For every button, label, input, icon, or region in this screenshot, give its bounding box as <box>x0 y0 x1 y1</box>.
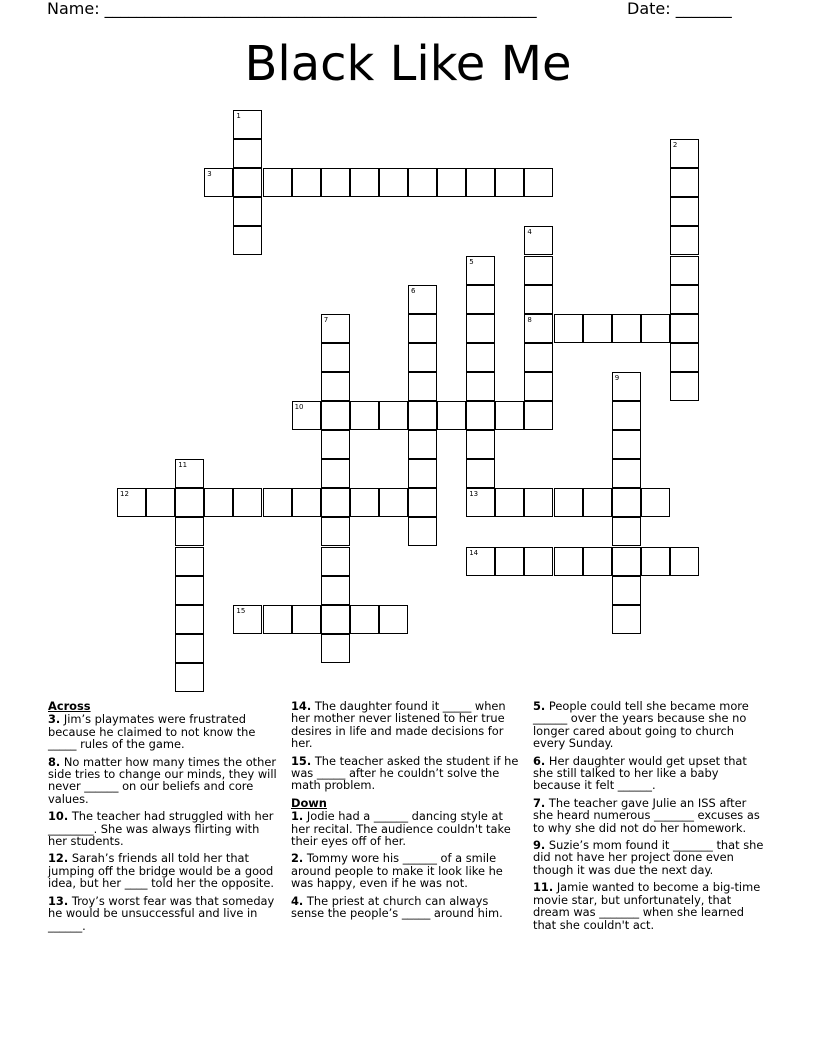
crossword-cell[interactable] <box>321 605 350 634</box>
crossword-cell[interactable] <box>612 314 641 343</box>
crossword-cell[interactable] <box>524 314 553 343</box>
clue-text: The teacher had struggled with her ________. She was always flirting with her students. <box>48 809 274 849</box>
cell-number: 13 <box>469 490 479 499</box>
clue-number: 10. <box>48 809 69 824</box>
crossword-cell[interactable] <box>670 343 699 372</box>
cell-number: 10 <box>294 403 304 411</box>
crossword-cell[interactable] <box>117 488 146 517</box>
crossword-cell[interactable] <box>321 401 350 430</box>
crossword-cell[interactable] <box>408 343 437 372</box>
crossword-cell[interactable] <box>466 168 495 197</box>
clue-number: 14. <box>291 699 312 713</box>
clue-number: 1. <box>291 809 304 824</box>
clue-text: Troy’s worst fear was that someday he would be unsuccessful and live in ______. <box>48 893 275 933</box>
crossword-cell[interactable] <box>408 517 437 546</box>
crossword-cell[interactable] <box>466 256 495 285</box>
clue-text: Sarah’s friends all told her that jumping off the bridge would be a good idea, but her ____ told her the opposite. <box>48 851 274 891</box>
crossword-cell[interactable] <box>612 517 641 546</box>
clue-item <box>48 756 280 806</box>
crossword-cell[interactable] <box>233 110 262 139</box>
crossword-cell[interactable] <box>321 168 350 197</box>
crossword-cell[interactable] <box>408 401 437 430</box>
crossword-cell[interactable] <box>466 314 495 343</box>
clue-number: 12. <box>48 851 69 866</box>
crossword-cell[interactable] <box>670 372 699 401</box>
crossword-cell[interactable] <box>612 605 641 634</box>
crossword-cell[interactable] <box>321 430 350 459</box>
crossword-cell[interactable] <box>524 401 553 430</box>
clue-item <box>291 755 523 792</box>
crossword-cell[interactable] <box>612 576 641 605</box>
across-heading: Across <box>48 699 91 713</box>
date-field: Date: _______ <box>627 0 732 18</box>
crossword-cell[interactable] <box>379 401 408 430</box>
crossword-cell[interactable] <box>379 605 408 634</box>
crossword-cell[interactable] <box>466 372 495 401</box>
clues-column-3 <box>533 700 769 936</box>
clue-item <box>533 700 769 750</box>
crossword-cell[interactable] <box>670 285 699 314</box>
crossword-cell[interactable] <box>612 488 641 517</box>
crossword-cell[interactable] <box>292 401 321 430</box>
crossword-cell[interactable] <box>408 430 437 459</box>
crossword-cell[interactable] <box>321 634 350 663</box>
clue-number: 8. <box>48 754 61 769</box>
crossword-cell[interactable] <box>641 488 670 517</box>
crossword-cell[interactable] <box>321 314 350 343</box>
crossword-cell[interactable] <box>670 547 699 576</box>
crossword-cell[interactable] <box>408 285 437 314</box>
crossword-cell[interactable] <box>204 168 233 197</box>
crossword-cell[interactable] <box>670 197 699 226</box>
crossword-cell[interactable] <box>321 343 350 372</box>
cell-number: 15 <box>236 606 246 615</box>
crossword-cell[interactable] <box>263 605 292 634</box>
crossword-cell[interactable] <box>466 430 495 459</box>
clue-number: 13. <box>48 893 69 908</box>
clue-item <box>48 713 280 750</box>
crossword-cell[interactable] <box>175 634 204 663</box>
page-title: Black Like Me <box>244 36 572 92</box>
crossword-cell[interactable] <box>583 488 612 517</box>
crossword-cell[interactable] <box>524 256 553 285</box>
crossword-cell[interactable] <box>670 314 699 343</box>
crossword-cell[interactable] <box>233 139 262 168</box>
crossword-cell[interactable] <box>204 488 233 517</box>
clue-item <box>291 810 523 847</box>
clue-text: The priest at church can always sense the people’s _____ around him. <box>291 893 503 921</box>
crossword-cell[interactable] <box>408 372 437 401</box>
crossword-cell[interactable] <box>583 314 612 343</box>
cell-number: 8 <box>527 315 532 324</box>
clue-item <box>533 881 769 931</box>
clue-number: 5. <box>533 699 546 713</box>
crossword-cell[interactable] <box>612 430 641 459</box>
crossword-cell[interactable] <box>379 488 408 517</box>
crossword-cell[interactable] <box>350 488 379 517</box>
crossword-cell[interactable] <box>495 488 524 517</box>
crossword-cell[interactable] <box>379 168 408 197</box>
crossword-cell[interactable] <box>466 547 495 576</box>
cell-number: 9 <box>614 373 620 382</box>
clue-text: People could tell she became more ______ over the years because she no longer cared about going to church every Sunday. <box>533 699 749 751</box>
clue-number: 9. <box>533 838 546 853</box>
clue-number: 15. <box>291 753 312 768</box>
crossword-cell[interactable] <box>321 459 350 488</box>
crossword-cell[interactable] <box>408 168 437 197</box>
crossword-cell[interactable] <box>175 517 204 546</box>
crossword-cell[interactable] <box>583 547 612 576</box>
crossword-cell[interactable] <box>524 285 553 314</box>
crossword-cell[interactable] <box>524 372 553 401</box>
clue-number: 3. <box>48 712 61 727</box>
crossword-cell[interactable] <box>233 168 262 197</box>
crossword-cell[interactable] <box>612 459 641 488</box>
clue-text: The daughter found it _____ when her mother never listened to her true desires in life and made decisions for her. <box>291 699 506 751</box>
crossword-cell[interactable] <box>466 285 495 314</box>
cell-number: 12 <box>120 490 129 499</box>
crossword-cell[interactable] <box>321 576 350 605</box>
crossword-cell[interactable] <box>612 372 641 401</box>
clue-item <box>533 755 769 792</box>
cell-number: 4 <box>527 228 532 237</box>
clue-number: 2. <box>291 851 304 866</box>
clue-item <box>48 810 280 847</box>
crossword-cell[interactable] <box>641 547 670 576</box>
crossword-cell[interactable] <box>175 576 204 605</box>
clue-text: Jim’s playmates were frustrated because he claimed to not know the _____ rules of the game. <box>48 712 256 752</box>
crossword-cell[interactable] <box>495 401 524 430</box>
cell-number: 2 <box>672 141 678 150</box>
crossword-cell[interactable] <box>524 488 553 517</box>
clues-column-2 <box>291 700 523 925</box>
crossword-cell[interactable] <box>641 314 670 343</box>
crossword-cell[interactable] <box>175 459 204 488</box>
clue-text: The teacher gave Julie an ISS after she heard numerous _______ excuses as to why she did not do her homework. <box>533 795 760 835</box>
crossword-cell[interactable] <box>408 459 437 488</box>
crossword-cell[interactable] <box>524 547 553 576</box>
clue-text: The teacher asked the student if he was _____ after he couldn’t solve the math problem. <box>291 753 519 793</box>
crossword-cell[interactable] <box>233 197 262 226</box>
clue-item <box>533 797 769 834</box>
crossword-cell[interactable] <box>321 517 350 546</box>
crossword-cell[interactable] <box>437 401 466 430</box>
clue-text: Jodie had a ______ dancing style at her recital. The audience couldn't take their eyes off of her. <box>291 809 511 849</box>
crossword-cell[interactable] <box>350 401 379 430</box>
clue-number: 6. <box>533 753 546 768</box>
clue-item <box>291 852 523 889</box>
crossword-cell[interactable] <box>263 488 292 517</box>
clue-item <box>533 839 769 876</box>
crossword-cell[interactable] <box>233 605 262 634</box>
crossword-cell[interactable] <box>233 488 262 517</box>
crossword-cell[interactable] <box>292 605 321 634</box>
crossword-cell[interactable] <box>175 663 204 692</box>
crossword-cell[interactable] <box>175 488 204 517</box>
cell-number: 1 <box>236 112 241 120</box>
crossword-cell[interactable] <box>350 605 379 634</box>
clue-item <box>48 852 280 889</box>
clue-item <box>48 895 280 932</box>
crossword-cell[interactable] <box>554 314 583 343</box>
crossword-cell[interactable] <box>612 547 641 576</box>
down-heading: Down <box>291 795 327 810</box>
clue-text: Her daughter would get upset that she still talked to her like a baby because it felt ______. <box>533 753 747 793</box>
clue-item <box>291 895 523 920</box>
crossword-cell[interactable] <box>321 372 350 401</box>
cell-number: 3 <box>207 170 212 179</box>
crossword-cell[interactable] <box>612 401 641 430</box>
crossword-cell[interactable] <box>670 256 699 285</box>
crossword-cell[interactable] <box>292 488 321 517</box>
clue-item <box>291 700 523 750</box>
crossword-cell[interactable] <box>408 314 437 343</box>
crossword-cell[interactable] <box>670 168 699 197</box>
crossword-cell[interactable] <box>350 168 379 197</box>
crossword-cell[interactable] <box>554 488 583 517</box>
name-field: Name: ______________________________________________________ <box>47 0 537 18</box>
cell-number: 6 <box>411 286 416 295</box>
cell-number: 14 <box>469 548 479 557</box>
crossword-cell[interactable] <box>175 605 204 634</box>
crossword-cell[interactable] <box>321 547 350 576</box>
clue-number: 7. <box>533 795 546 810</box>
crossword-cell[interactable] <box>233 226 262 255</box>
crossword-cell[interactable] <box>670 226 699 255</box>
clue-text: Suzie’s mom found it _______ that she did not have her project done even though it was due the next day. <box>533 838 764 877</box>
crossword-cell[interactable] <box>466 488 495 517</box>
cell-number: 7 <box>323 315 329 324</box>
cell-number: 5 <box>469 257 474 266</box>
crossword-cell[interactable] <box>466 459 495 488</box>
clue-text: Jamie wanted to become a big-time movie star, but unfortunately, that dream was _______ when she learned that she couldn't act. <box>533 880 761 932</box>
clue-text: Tommy wore his ______ of a smile around people to make it look like he was happy, even if he was not. <box>291 851 503 891</box>
crossword-cell[interactable] <box>524 343 553 372</box>
crossword-cell[interactable] <box>466 401 495 430</box>
crossword-cell[interactable] <box>524 168 553 197</box>
crossword-cell[interactable] <box>175 547 204 576</box>
crossword-cell[interactable] <box>292 168 321 197</box>
crossword-cell[interactable] <box>466 343 495 372</box>
clue-number: 11. <box>533 880 554 895</box>
clue-number: 4. <box>291 893 304 908</box>
crossword-cell[interactable] <box>408 488 437 517</box>
crossword-cell[interactable] <box>495 547 524 576</box>
crossword-cell[interactable] <box>437 168 466 197</box>
crossword-cell[interactable] <box>495 168 524 197</box>
crossword-cell[interactable] <box>321 488 350 517</box>
crossword-cell[interactable] <box>263 168 292 197</box>
crossword-cell[interactable] <box>554 547 583 576</box>
crossword-cell[interactable] <box>146 488 175 517</box>
clues-column-1 <box>48 700 280 937</box>
crossword-cell[interactable] <box>670 139 699 168</box>
crossword-cell[interactable] <box>524 226 553 255</box>
clue-text: No matter how many times the other side tries to change our minds, they will never ______ on our beliefs and core values. <box>48 754 277 806</box>
cell-number: 11 <box>178 461 188 470</box>
